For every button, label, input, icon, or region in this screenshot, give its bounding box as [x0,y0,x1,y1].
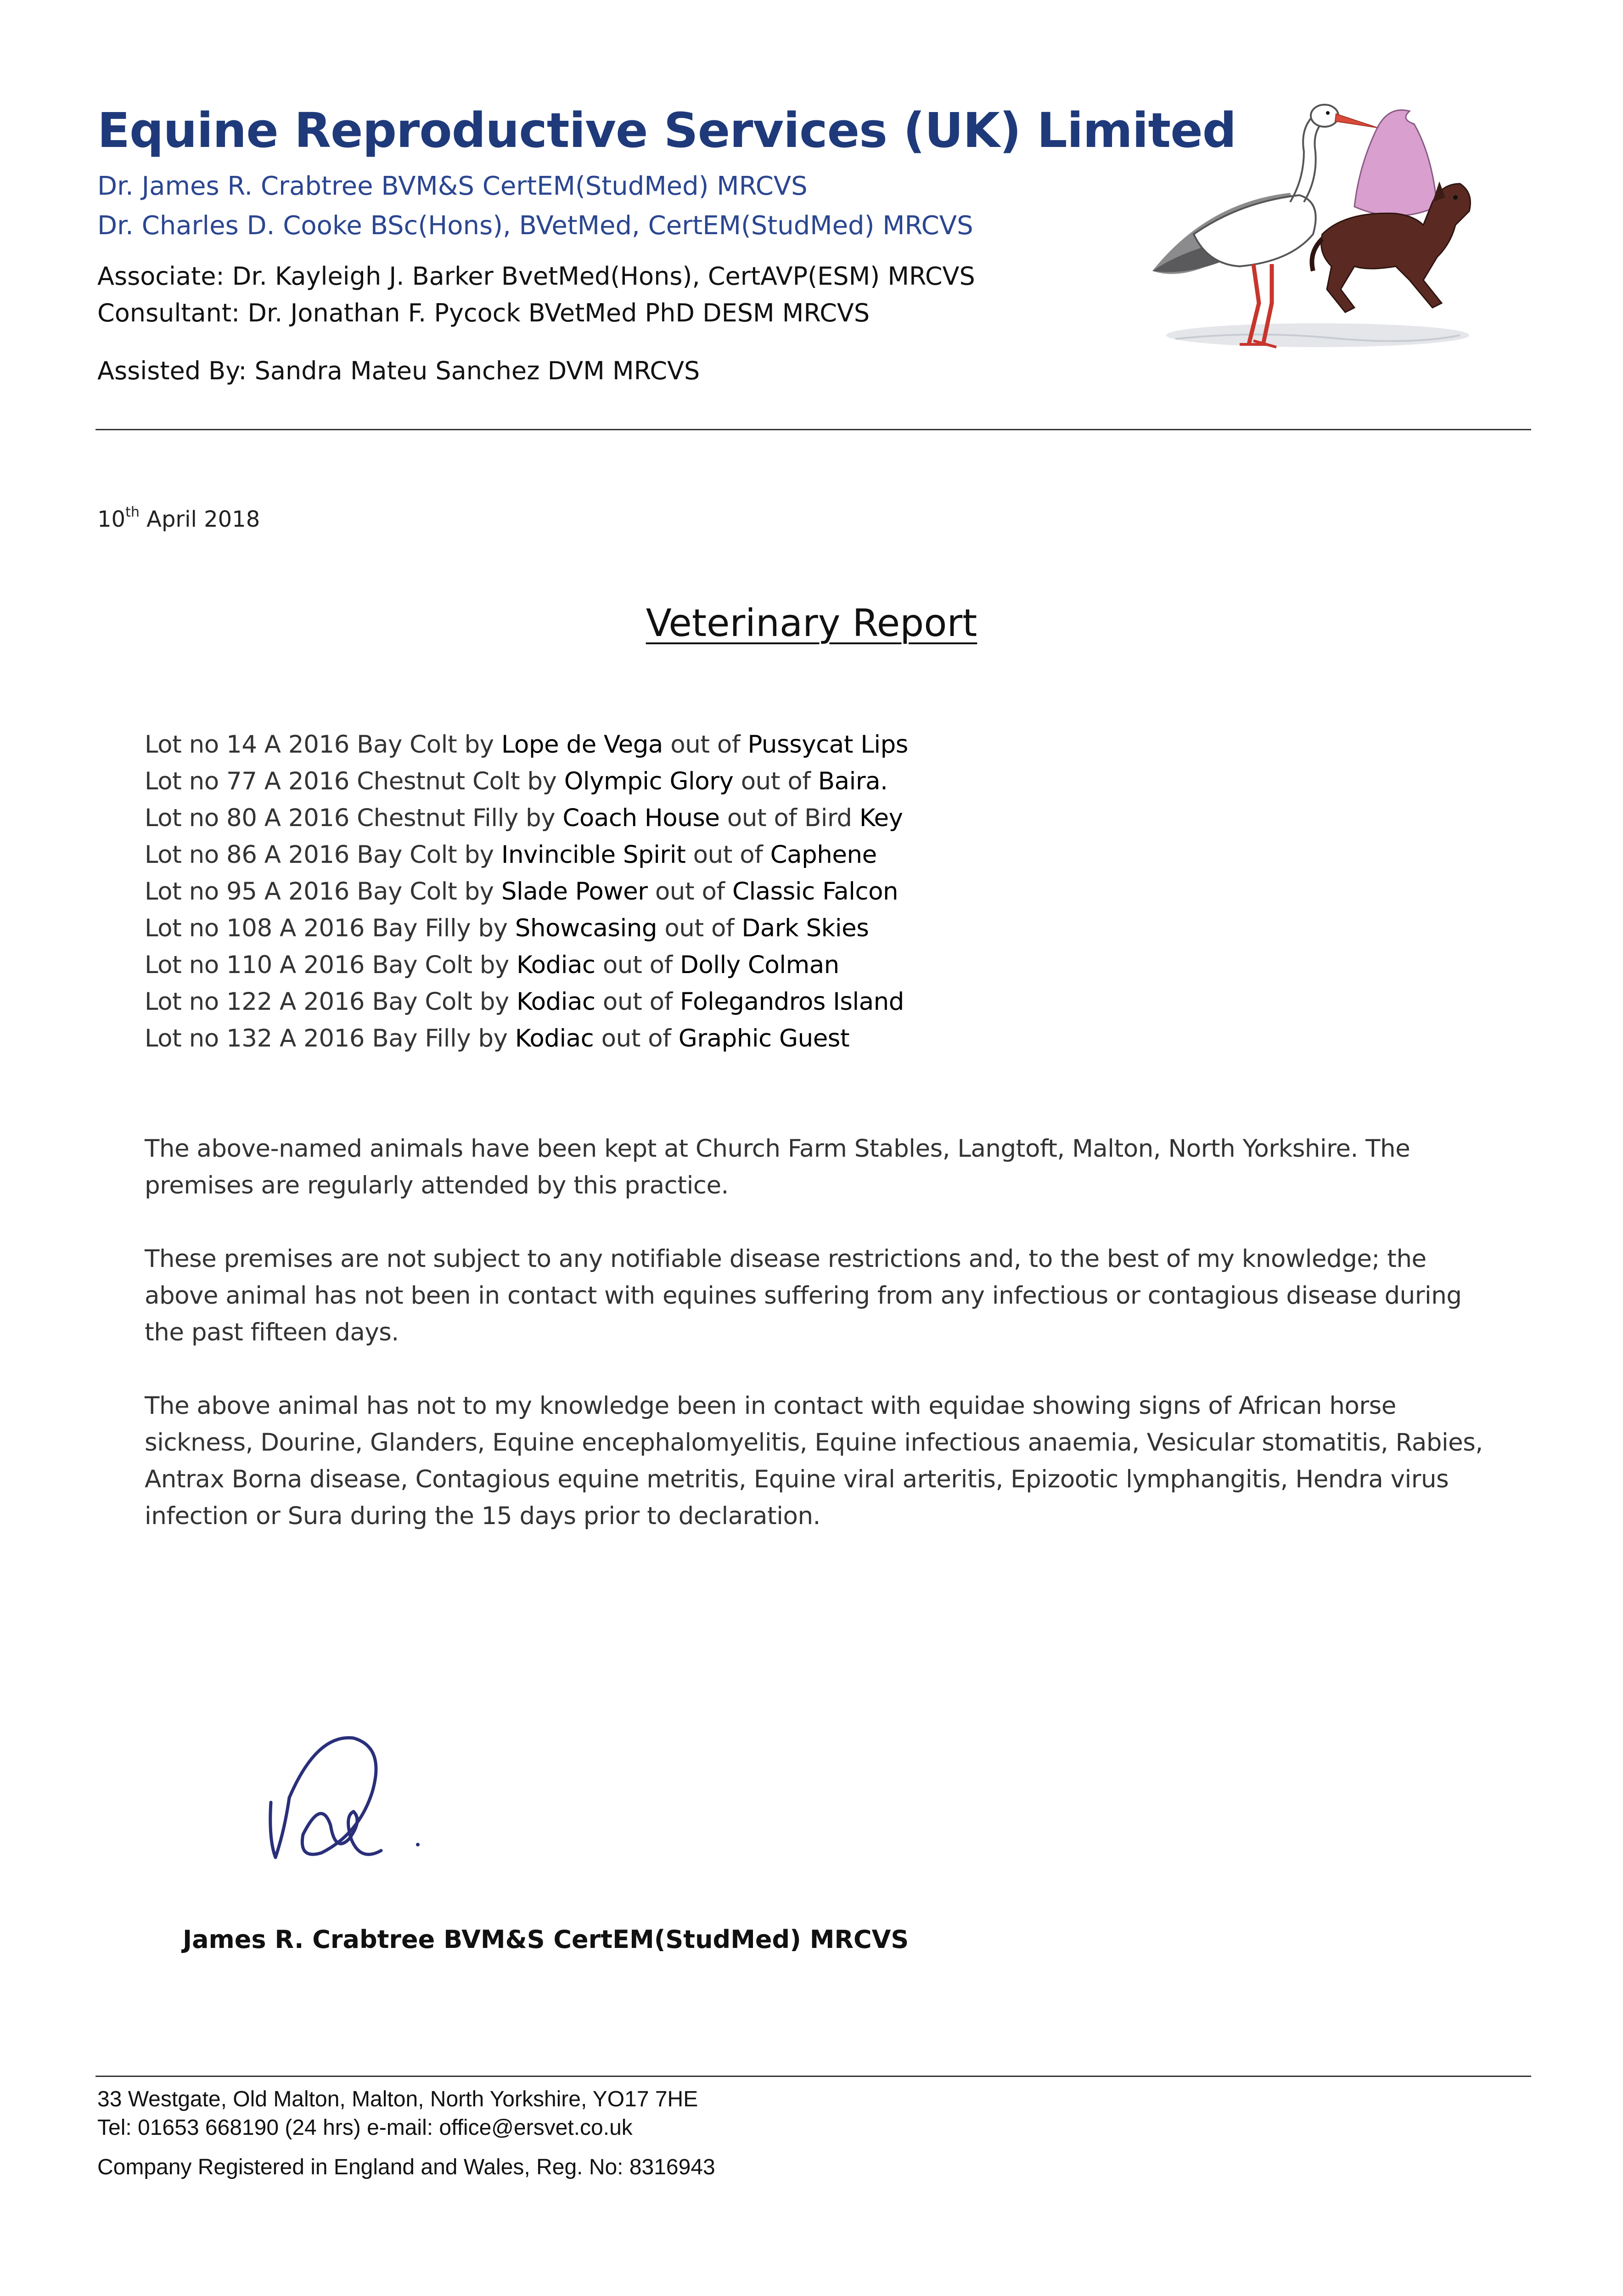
sire-name: Olympic Glory [564,767,734,795]
footer-contact: Tel: 01653 668190 (24 hrs) e-mail: office@ersvet.co.uk [97,2116,633,2140]
sire-name: Lope de Vega [501,731,663,759]
dam-name: Folegandros Island [680,988,904,1016]
report-date [97,504,260,532]
lot-list [145,726,908,1057]
sire-name: Coach House [562,804,720,832]
sire-name: Invincible Spirit [501,841,686,869]
lot-item: Lot no 95 A 2016 Bay Colt by Slade Power out of Classic Falcon [145,878,899,906]
principal-vet-2: Dr. Charles D. Cooke BSc(Hons), BVetMed, CertEM(StudMed) MRCVS [97,211,973,241]
dam-name: Dark Skies [741,914,869,942]
dam-name: Dolly Colman [680,951,839,979]
footer-divider [95,2076,1531,2077]
handwritten-signature-icon [257,1720,432,1871]
dam-name: Graphic Guest [678,1024,850,1052]
sire-name: Kodiac [517,951,595,979]
organisation-name: Equine Reproductive Services (UK) Limited [97,102,1236,158]
dam-name: Pussycat Lips [747,731,908,759]
lot-item: Lot no 80 A 2016 Chestnut Filly by Coach House out of Bird Key [145,804,903,832]
lot-item: Lot no 122 A 2016 Bay Colt by Kodiac out of Folegandros Island [145,988,904,1016]
header-divider [95,429,1531,430]
dam-name: Classic Falcon [732,878,899,906]
footer-address: 33 Westgate, Old Malton, Malton, North Yorkshire, YO17 7HE [97,2087,698,2111]
assisted-by-line: Assisted By: Sandra Mateu Sanchez DVM MRCVS [97,356,700,385]
lot-item: Lot no 108 A 2016 Bay Filly by Showcasing out of Dark Skies [145,914,869,942]
sire-name: Showcasing [515,914,657,942]
date-month-year: April 2018 [139,506,260,532]
lot-item: Lot no 77 A 2016 Chestnut Colt by Olympic Glory out of Baira. [145,767,888,795]
contact-declaration-paragraph: The above animal has not to my knowledge been in contact with equidae showing signs of African horse sickness, Dourine, Glanders, Equine encephalomyelitis, Equine infectious anaemia, Vesicular stomatitis, Rabies, Antrax Borna disease, Contagious equine metritis, Equine viral arteritis, Epizootic lymphangitis, Hendra virus infection or Sura during the 15 days prior to declaration. [145,1392,1483,1530]
date-day: 10 [97,506,126,532]
lot-item: Lot no 86 A 2016 Bay Colt by Invincible Spirit out of Caphene [145,841,877,869]
lot-item: Lot no 14 A 2016 Bay Colt by Lope de Vega out of Pussycat Lips [145,731,908,759]
principal-vet-1: Dr. James R. Crabtree BVM&S CertEM(StudMed) MRCVS [97,171,808,201]
report-title: Veterinary Report [646,602,977,645]
dam-name: Key [859,804,903,832]
lot-item: Lot no 132 A 2016 Bay Filly by Kodiac out of Graphic Guest [145,1024,850,1052]
disease-restrictions-paragraph: These premises are not subject to any notifiable disease restrictions and, to the best of my knowledge; the above animal has not been in contact with equines suffering from any infectious or contagious disease during the past fifteen days. [145,1245,1462,1346]
sire-name: Slade Power [501,878,648,906]
stork-carrying-foal-logo-icon [1139,87,1488,358]
premises-paragraph: The above-named animals have been kept at Church Farm Stables, Langtoft, Malton, North Yorkshire. The premises are regularly attended by this practice. [145,1135,1410,1199]
dam-name: Baira. [818,767,888,795]
sire-name: Kodiac [517,988,595,1016]
consultant-line: Consultant: Dr. Jonathan F. Pycock BVetMed PhD DESM MRCVS [97,298,870,327]
lot-item: Lot no 110 A 2016 Bay Colt by Kodiac out of Dolly Colman [145,951,839,979]
associate-line: Associate: Dr. Kayleigh J. Barker BvetMed(Hons), CertAVP(ESM) MRCVS [97,262,975,291]
date-suffix: th [125,504,140,520]
sire-name: Kodiac [515,1024,594,1052]
footer-registration: Company Registered in England and Wales, Reg. No: 8316943 [97,2155,715,2179]
dam-name: Caphene [770,841,877,869]
signer-name: James R. Crabtree BVM&S CertEM(StudMed) MRCVS [183,1925,909,1954]
